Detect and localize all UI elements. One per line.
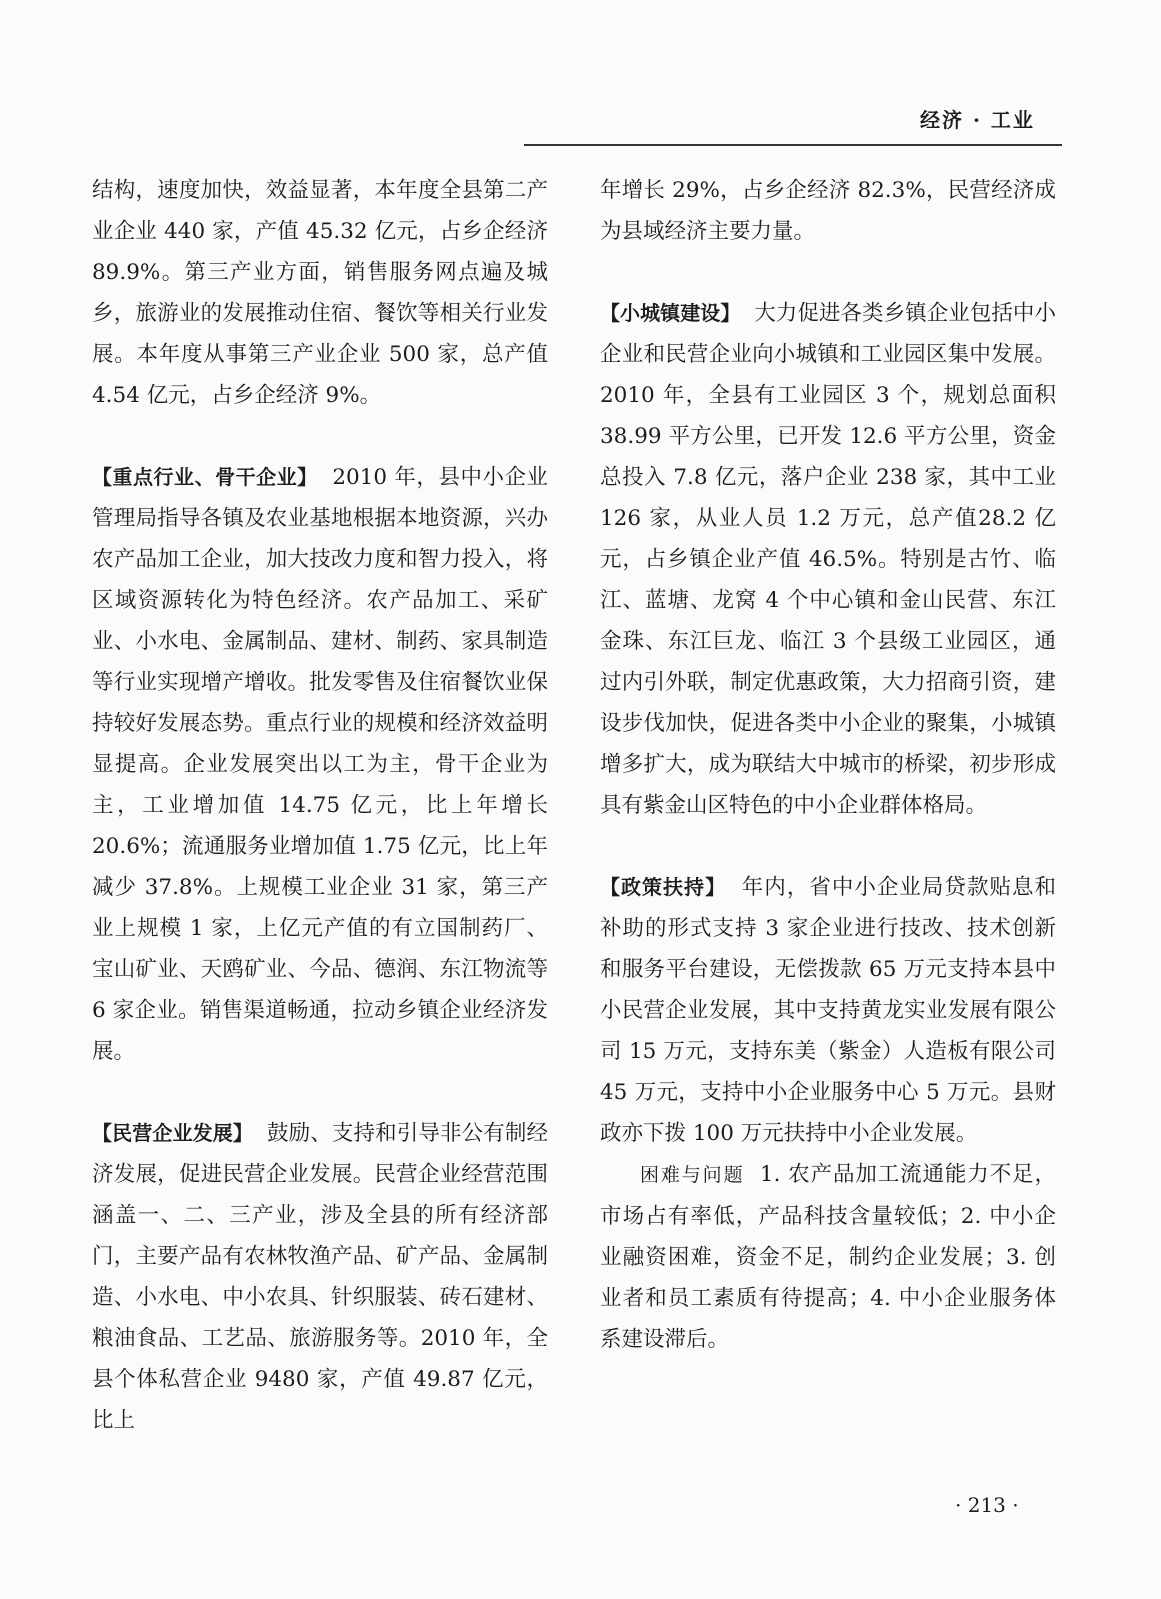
page-number: · 213 · (955, 1493, 1019, 1517)
section-heading: 【政策扶持】 (600, 875, 727, 899)
header-rule (524, 144, 1062, 146)
section-body: 鼓励、支持和引导非公有制经济发展，促进民营企业发展。民营企业经营范围涵盖一、二、三产业，涉及全县的所有经济部门，主要产品有农林牧渔产品、矿产品、金属制造、小水电、中小农具、针织服装、砖石建材、粮油食品、工艺品、旅游服务等。2010 年，全县个体私营企业 9480 家，产值 49.87 亿元，比上 (92, 1121, 549, 1433)
section-policy-support (600, 867, 1056, 1154)
section-body: 年内，省中小企业局贷款贴息和补助的形式支持 3 家企业进行技改、技术创新和服务平台建设，无偿拨款 65 万元支持本县中小民营企业发展，其中支持黄龙实业发展有限公司 15 万元，支持东美（紫金）人造板有限公司 45 万元，支持中小企业服务中心 5 万元。县财政亦下拨 100 万元扶持中小企业发展。 (600, 875, 1056, 1146)
paragraph-continued: 结构，速度加快，效益显著，本年度全县第二产业企业 440 家，产值 45.32 亿元，占乡企经济 89.9%。第三产业方面，销售服务网点遍及城乡，旅游业的发展推动住宿、餐饮等相关行业发展。本年度从事第三产业企业 500 家，总产值 4.54 亿元，占乡企经济 9%。 (92, 178, 548, 408)
section-heading: 【民营企业发展】 (92, 1121, 254, 1145)
section-problems (600, 1154, 1056, 1360)
section-heading: 【重点行业、骨干企业】 (92, 465, 318, 489)
section-body: 1. 农产品加工流通能力不足，市场占有率低，产品科技含量较低；2. 中小企业融资困难，资金不足，制约企业发展；3. 创业者和员工素质有待提高；4. 中小企业服务体系建设滞后。 (600, 1162, 1056, 1352)
section-body: 2010 年，县中小企业管理局指导各镇及农业基地根据本地资源，兴办农产品加工企业，加大技改力度和智力投入，将区域资源转化为特色经济。农产品加工、采矿业、小水电、金属制品、建材、制药、家具制造等行业实现增产增收。批发零售及住宿餐饮业保持较好发展态势。重点行业的规模和经济效益明显提高。企业发展突出以工为主，骨干企业为主，工业增加值 14.75 亿元，比上年增长 20.6%；流通服务业增加值 1.75 亿元，比上年减少 37.8%。上规模工业企业 31 家，第三产业上规模 1 家，上亿元产值的有立国制药厂、宝山矿业、天鸥矿业、今品、德润、东江物流等 6 家企业。销售渠道畅通，拉动乡镇企业经济发展。 (92, 465, 549, 1064)
running-head: 经济 · 工业 (920, 108, 1035, 132)
section-private-enterprise (92, 1113, 548, 1441)
section-heading: 【小城镇建设】 (600, 301, 741, 325)
section-body: 大力促进各类乡镇企业包括中小企业和民营企业向小城镇和工业园区集中发展。2010 年，全县有工业园区 3 个，规划总面积 38.99 平方公里，已开发 12.6 平方公里，资金总投入 7.8 亿元，落户企业 238 家，其中工业 126 家，从业人员 1.2 万元，总产值28.2 亿元，占乡镇企业产值 46.5%。特别是古竹、临江、蓝塘、龙窝 4 个中心镇和金山民营、东江金珠、东江巨龙、临江 3 个县级工业园区，通过内引外联，制定优惠政策，大力招商引资，建设步伐加快，促进各类中小企业的聚集，小城镇增多扩大，成为联结大中城市的桥梁，初步形成具有紫金山区特色的中小企业群体格局。 (600, 301, 1056, 818)
paragraph-continued: 年增长 29%，占乡企经济 82.3%，民营经济成为县域经济主要力量。 (600, 178, 1056, 244)
right-column (600, 170, 1056, 1360)
section-key-industries (92, 457, 548, 1072)
section-small-towns (600, 293, 1056, 826)
left-column (92, 170, 548, 1441)
section-heading: 困难与问题 (640, 1164, 745, 1186)
